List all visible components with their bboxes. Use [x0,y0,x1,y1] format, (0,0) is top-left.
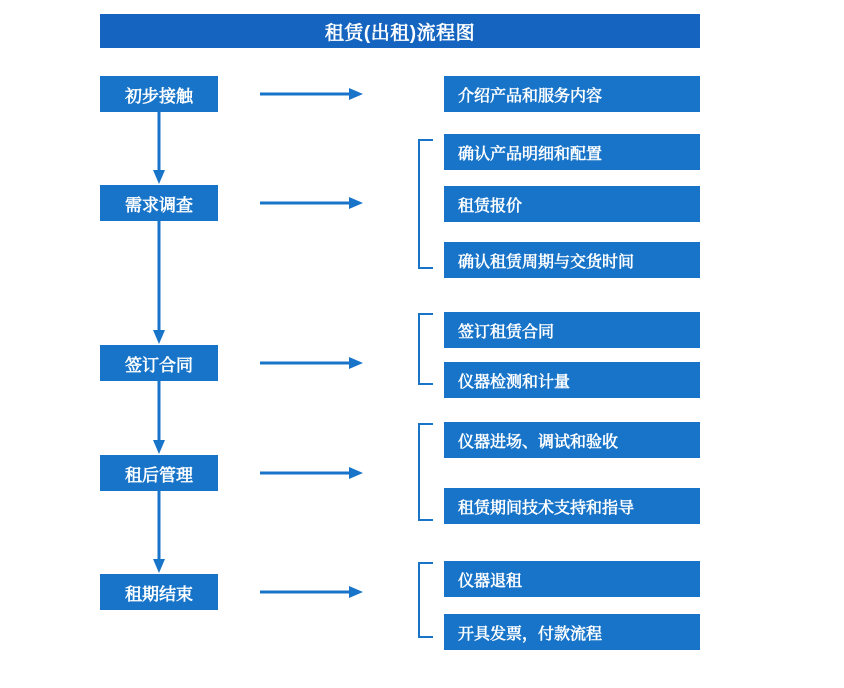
stage-label: 需求调查 [125,195,193,215]
detail-label: 仪器退租 [458,572,523,590]
detail-box-6[interactable] [444,362,700,398]
detail-label: 确认产品明细和配置 [458,145,603,163]
bracket-icon-group-3 [414,313,434,385]
arrow-down-icon-1 [152,112,166,185]
arrow-right-icon-2 [260,196,364,210]
detail-label: 租赁报价 [458,197,523,215]
arrow-down-icon-4 [152,491,166,574]
bracket-icon-group-2 [414,139,434,269]
detail-box-5[interactable] [444,312,700,348]
stage-box-3[interactable] [100,345,218,381]
arrow-right-icon-1 [260,87,364,101]
detail-box-10[interactable] [444,614,700,650]
detail-box-4[interactable] [444,242,700,278]
arrow-right-icon-4 [260,466,364,480]
detail-label: 租赁期间技术支持和指导 [458,499,635,517]
detail-label: 确认租赁周期与交货时间 [458,253,635,271]
detail-box-3[interactable] [444,186,700,222]
detail-label: 仪器检测和计量 [458,373,571,391]
stage-label: 租后管理 [125,465,193,485]
stage-label: 初步接触 [125,86,193,106]
page-title: 租赁(出租)流程图 [100,14,700,48]
detail-label: 开具发票，付款流程 [458,625,603,643]
stage-box-4[interactable] [100,455,218,491]
detail-box-2[interactable] [444,134,700,170]
detail-label: 介绍产品和服务内容 [458,87,603,105]
detail-box-1[interactable] [444,76,700,112]
stage-box-2[interactable] [100,185,218,221]
arrow-down-icon-3 [152,381,166,455]
detail-box-8[interactable] [444,488,700,524]
detail-label: 仪器进场、调试和验收 [458,433,619,451]
arrow-right-icon-3 [260,356,364,370]
detail-label: 签订租赁合同 [458,323,555,341]
arrow-down-icon-2 [152,221,166,345]
stage-box-5[interactable] [100,574,218,610]
stage-box-1[interactable] [100,76,218,112]
detail-box-9[interactable] [444,561,700,597]
arrow-right-icon-5 [260,585,364,599]
stage-label: 租期结束 [125,584,193,604]
detail-box-7[interactable] [444,422,700,458]
bracket-icon-group-4 [414,423,434,521]
bracket-icon-group-5 [414,562,434,638]
stage-label: 签订合同 [125,355,193,375]
